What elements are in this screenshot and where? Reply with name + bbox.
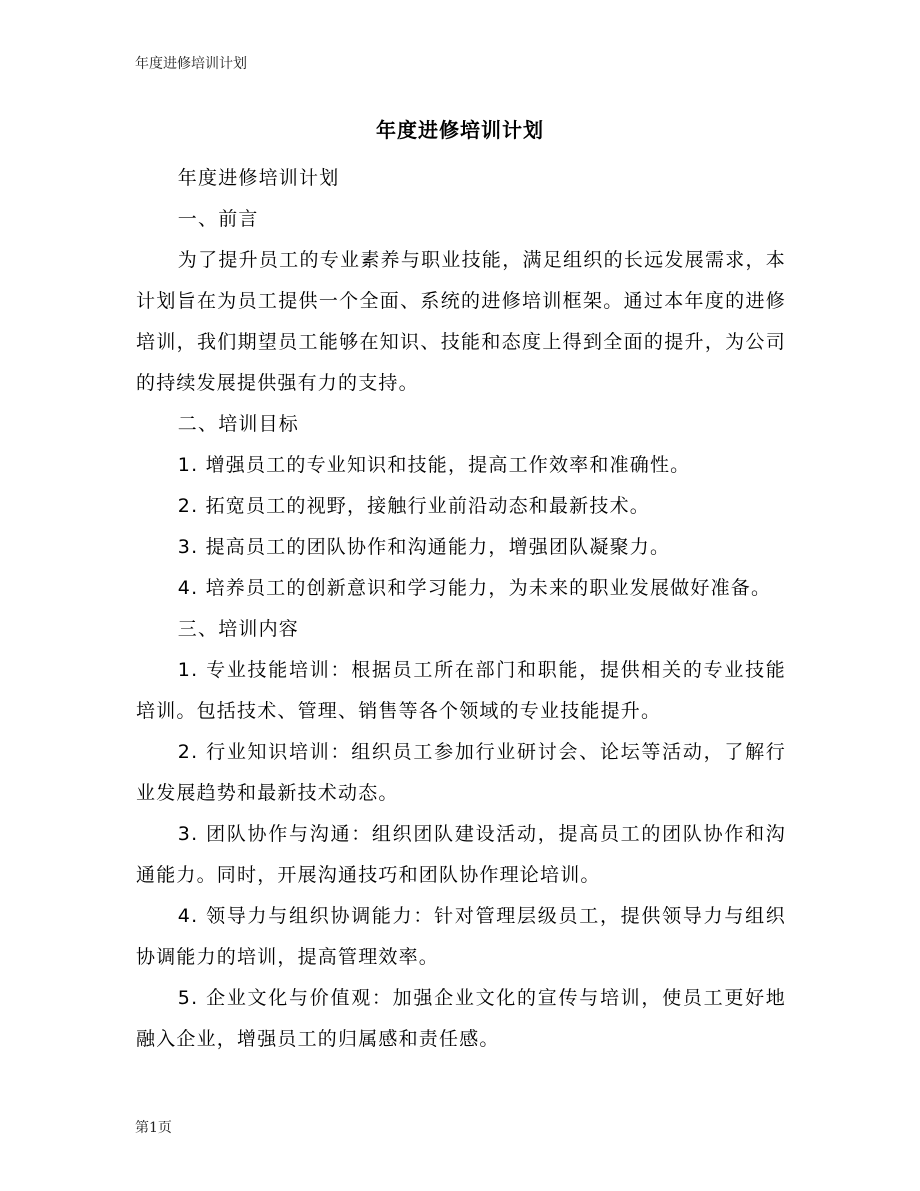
goal-item: 1. 增强员工的专业知识和技能，提高工作效率和准确性。 — [177, 454, 691, 476]
content-item: 2. 行业知识培训：组织员工参加行业研讨会、论坛等活动，了解行业发展趋势和最新技术动态。 — [136, 741, 786, 804]
content-item: 1. 专业技能培训：根据员工所在部门和职能，提供相关的专业技能培训。包括技术、管理、销售等各个领域的专业技能提升。 — [136, 659, 786, 722]
document-title: 年度进修培训计划 — [376, 118, 544, 142]
goal-item: 2. 拓宽员工的视野，接触行业前沿动态和最新技术。 — [177, 495, 650, 517]
running-header: 年度进修培训计划 — [135, 56, 247, 72]
content-item: 5. 企业文化与价值观：加强企业文化的宣传与培训，使员工更好地融入企业，增强员工的归属感和责任感。 — [136, 987, 786, 1050]
document-body — [136, 158, 786, 1060]
goal-item: 4. 培养员工的创新意识和学习能力，为未来的职业发展做好准备。 — [177, 577, 772, 599]
section-heading-content: 三、培训内容 — [177, 618, 299, 640]
section-heading-goals: 二、培训目标 — [177, 413, 299, 435]
subtitle-paragraph: 年度进修培训计划 — [177, 167, 340, 189]
content-item: 4. 领导力与组织协调能力：针对管理层级员工，提供领导力与组织协调能力的培训，提高管理效率。 — [136, 905, 786, 968]
page-number: 第1页 — [135, 1120, 172, 1136]
content-item: 3. 团队协作与沟通：组织团队建设活动，提高员工的团队协作和沟通能力。同时，开展沟通技巧和团队协作理论培训。 — [136, 823, 786, 886]
preface-paragraph: 为了提升员工的专业素养与职业技能，满足组织的长远发展需求，本计划旨在为员工提供一个全面、系统的进修培训框架。通过本年度的进修培训，我们期望员工能够在知识、技能和态度上得到全面的提升，为公司的持续发展提供强有力的支持。 — [136, 249, 786, 394]
section-heading-preface: 一、前言 — [177, 208, 259, 230]
goal-item: 3. 提高员工的团队协作和沟通能力，增强团队凝聚力。 — [177, 536, 671, 558]
